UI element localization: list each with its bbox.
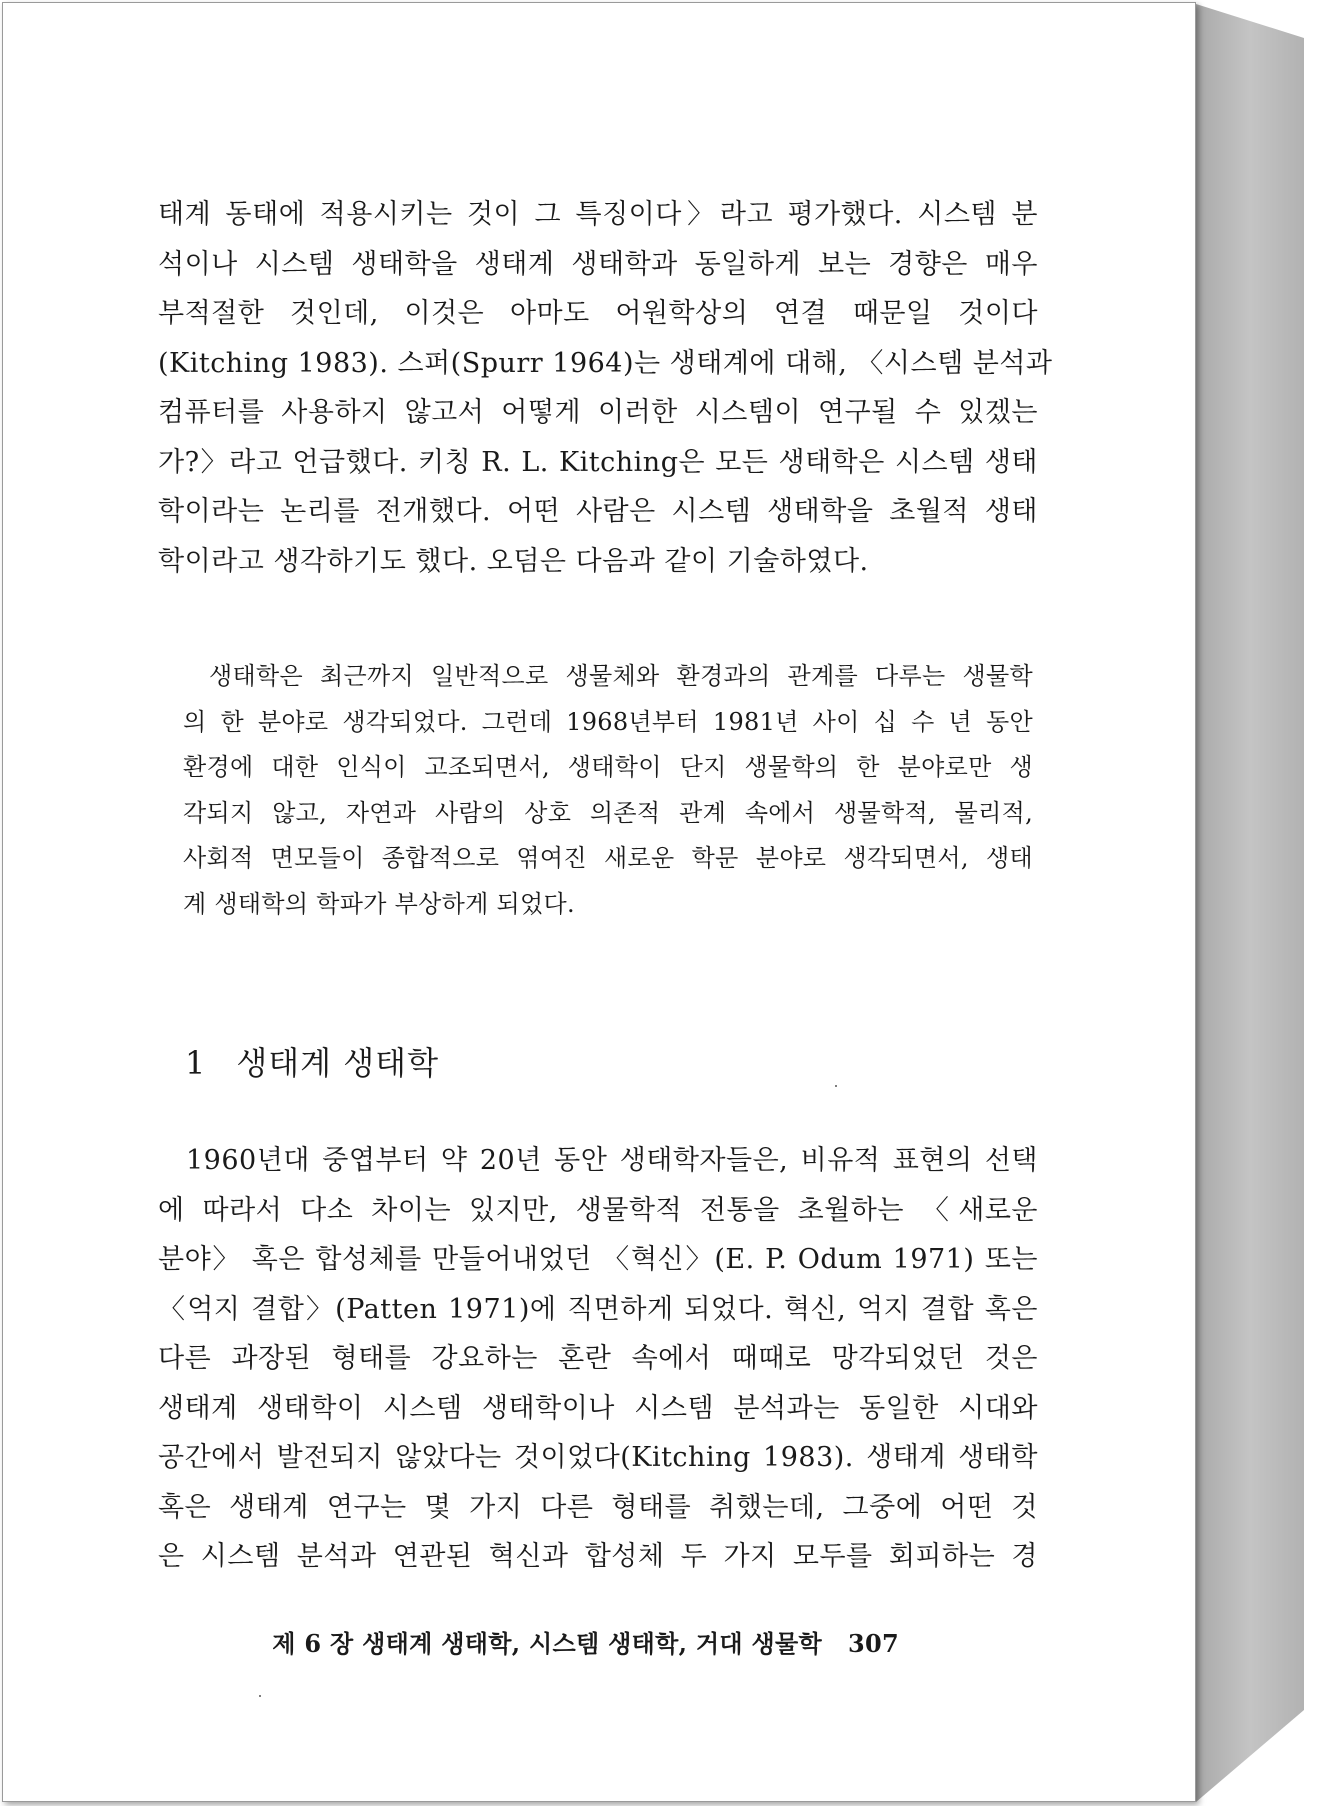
quote-line: 각되지 않고, 자연과 사람의 상호 의존적 관계 속에서 생물학적, 물리적,: [183, 798, 1033, 827]
section-title: 생태계 생태학: [236, 1044, 440, 1082]
quote-line: 생태학은 최근까지 일반적으로 생물체와 환경과의 관계를 다루는 생물학: [209, 662, 1033, 690]
quote-line: 계 생태학의 학파가 부상하게 되었다.: [183, 889, 575, 918]
paragraph-line: 에 따라서 다소 차이는 있지만, 생물학적 전통을 초월하는 〈새로운: [158, 1194, 1038, 1226]
paragraph-line: 분야〉 혹은 합성체를 만들어내었던 〈혁신〉(E. P. Odum 1971) 또는: [158, 1244, 1038, 1275]
section-heading: [185, 1043, 439, 1083]
paragraph-line: 학이라는 논리를 전개했다. 어떤 사람은 시스템 생태학을 초월적 생태: [158, 496, 1038, 527]
quote-line: 의 한 분야로 생각되었다. 그런데 1968년부터 1981년 사이 십 수 년 동안: [183, 707, 1033, 736]
book-spine-edge: [1196, 4, 1304, 1802]
body-paragraph-2: [158, 1136, 1038, 1582]
paragraph-line: 혹은 생태계 연구는 몇 가지 다른 형태를 취했는데, 그중에 어떤 것: [158, 1491, 1038, 1523]
book-page: [2, 2, 1196, 1802]
paragraph-line: 컴퓨터를 사용하지 않고서 어떻게 이러한 시스템이 연구될 수 있겠는: [158, 397, 1038, 428]
paragraph-line: (Kitching 1983). 스퍼(Spurr 1964)는 생태계에 대해, 〈시스템 분석과: [158, 347, 1053, 379]
paragraph-line: 생태계 생태학이 시스템 생태학이나 시스템 분석과는 동일한 시대와: [158, 1392, 1038, 1424]
quote-line: 환경에 대한 인식이 고조되면서, 생태학이 단지 생물학의 한 분야로만 생: [183, 753, 1033, 781]
page-number: 307: [848, 1629, 899, 1658]
section-number: 1: [185, 1044, 207, 1082]
paragraph-line: 태계 동태에 적용시키는 것이 그 특징이다〉라고 평가했다. 시스템 분: [158, 199, 1038, 230]
scan-speck: [835, 1085, 837, 1087]
scan-speck: [259, 1695, 261, 1697]
chapter-title: 제 6 장 생태계 생태학, 시스템 생태학, 거대 생물학: [272, 1629, 822, 1658]
running-footer: [272, 1629, 899, 1659]
body-paragraph-1: [158, 190, 1053, 586]
paragraph-line: 1960년대 중엽부터 약 20년 동안 생태학자들은, 비유적 표현의 선택: [186, 1145, 1038, 1176]
quote-line: 사회적 면모들이 종합적으로 엮여진 새로운 학문 분야로 생각되면서, 생태: [183, 844, 1033, 872]
paragraph-line: 다른 과장된 형태를 강요하는 혼란 속에서 때때로 망각되었던 것은: [158, 1343, 1038, 1374]
block-quote: [183, 654, 1033, 927]
paragraph-line: 공간에서 발전되지 않았다는 것이었다(Kitching 1983). 생태계 생태학: [158, 1442, 1038, 1473]
paragraph-line: 학이라고 생각하기도 했다. 오덤은 다음과 같이 기술하였다.: [158, 545, 869, 577]
paragraph-line: 은 시스템 분석과 연관된 혁신과 합성체 두 가지 모두를 회피하는 경: [158, 1541, 1038, 1572]
paragraph-line: 가?〉라고 언급했다. 키칭 R. L. Kitching은 모든 생태학은 시스템 생태: [158, 446, 1038, 478]
paragraph-line: 석이나 시스템 생태학을 생태계 생태학과 동일하게 보는 경향은 매우: [158, 248, 1038, 280]
paragraph-line: 〈억지 결합〉(Patten 1971)에 직면하게 되었다. 혁신, 억지 결합 혹은: [158, 1293, 1038, 1325]
paragraph-line: 부적절한 것인데, 이것은 아마도 어원학상의 연결 때문일 것이다: [158, 298, 1038, 329]
